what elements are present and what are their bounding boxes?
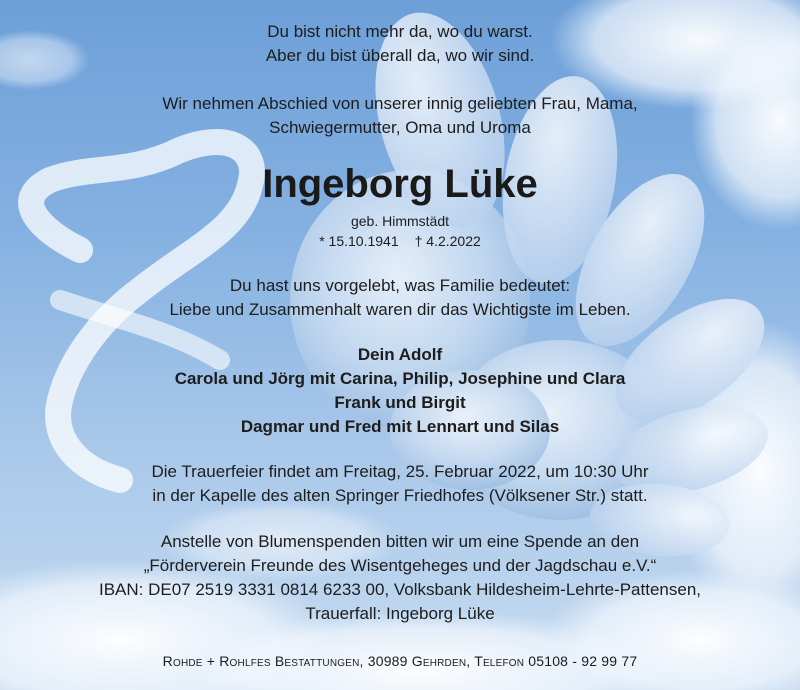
tribute-line-1: Du hast uns vorgelebt, was Familie bedeutet: xyxy=(229,276,571,295)
donation-iban-line: IBAN: DE07 2519 3331 0814 6233 00, Volksbank Hildesheim-Lehrte-Pattensen, xyxy=(98,580,701,599)
donation-line-4: Trauerfall: Ingeborg Lüke xyxy=(305,604,495,623)
mourner-line: Dein Adolf xyxy=(357,345,443,364)
life-dates xyxy=(0,231,800,251)
mourner-line: Frank und Birgit xyxy=(334,393,466,412)
mourner-line: Dagmar und Fred mit Lennart und Silas xyxy=(240,417,560,436)
funeral-home-name: Rohde + Rohlfes Bestattungen xyxy=(162,653,360,669)
funeral-home-footer xyxy=(0,651,800,671)
donation-line-1: Anstelle von Blumenspenden bitten wir um eine Spende an den xyxy=(160,532,640,551)
intro-line-1: Wir nehmen Abschied von unserer innig geliebten Frau, Mama, xyxy=(162,94,638,113)
poem-line-2: Aber du bist überall da, wo wir sind. xyxy=(265,46,535,65)
death-date: † 4.2.2022 xyxy=(414,233,481,249)
ceremony-line-2: in der Kapelle des alten Springer Friedhofes (Völksener Str.) statt. xyxy=(152,486,648,505)
intro-line-2: Schwiegermutter, Oma und Uroma xyxy=(269,118,531,137)
birth-date: * 15.10.1941 xyxy=(319,233,399,249)
ceremony-line-1: Die Trauerfeier findet am Freitag, 25. Februar 2022, um 10:30 Uhr xyxy=(151,462,649,481)
tribute-line-2: Liebe und Zusammenhalt waren dir das Wichtigste im Leben. xyxy=(169,300,631,319)
poem-line-1: Du bist nicht mehr da, wo du warst. xyxy=(267,22,533,41)
deceased-name: Ingeborg Lüke xyxy=(262,162,538,206)
maiden-name: geb. Himmstädt xyxy=(350,213,450,229)
funeral-home-address: , 30989 Gehrden, Telefon 05108 - 92 99 77 xyxy=(359,653,638,669)
donation-line-2: „Förderverein Freunde des Wisentgeheges und der Jagdschau e.V.“ xyxy=(143,556,657,575)
mourner-line: Carola und Jörg mit Carina, Philip, Josephine und Clara xyxy=(174,369,626,388)
